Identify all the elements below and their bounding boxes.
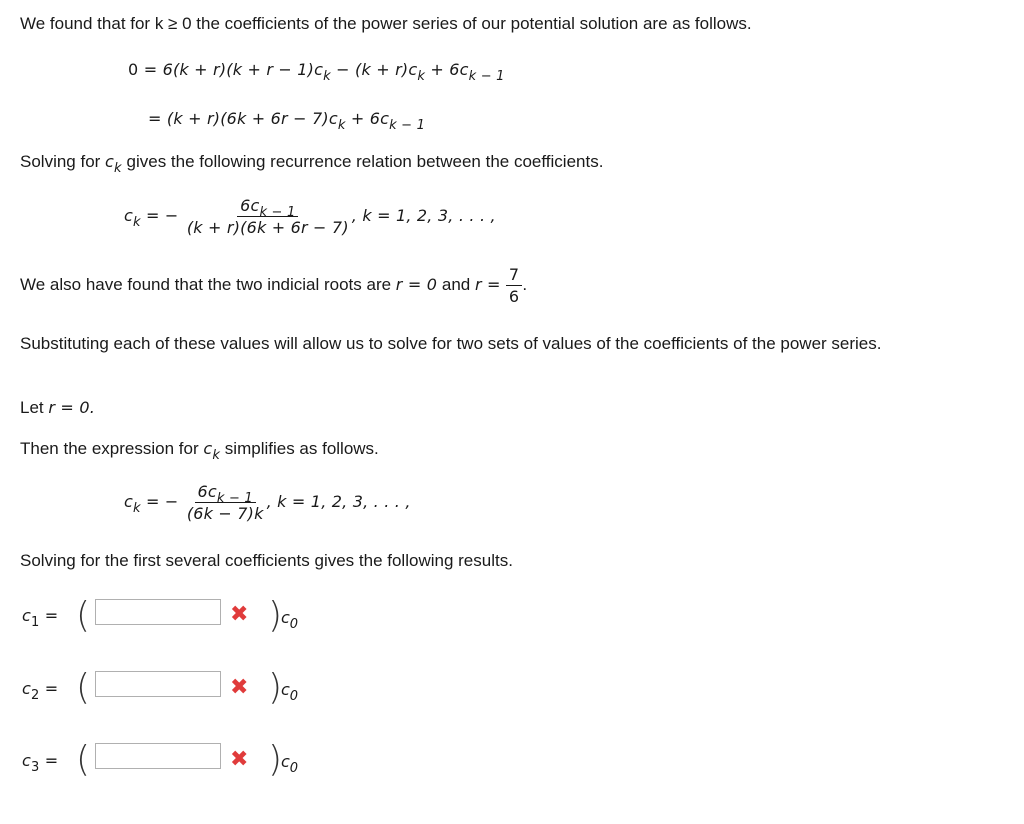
recurrence-relation: $c_k$ = − $\frac{6c_{k - 1}}{(k + r)(6k + 6r - 7)}$ , k = 1, 2, 3, . . . , <box>124 196 496 237</box>
c0-factor: $c_0$ <box>281 752 299 776</box>
roots-text: We also have found that the two indicial roots are r = 0 and r = $\frac{7}{6}$ . <box>20 265 528 306</box>
incorrect-x-icon: ✖ <box>230 601 249 626</box>
let-text: Let r = 0. <box>20 398 95 417</box>
c0-factor: $c_0$ <box>281 608 299 632</box>
simplified-relation: $c_k$ = − $\frac{6c_{k - 1}}{(6k - 7)k}$ , k = 1, 2, 3, . . . , <box>124 482 411 523</box>
open-paren-icon: ( <box>76 739 91 780</box>
intro-text: We found that for k ≥ 0 the coefficients of the power series of our potential solution are as follows. <box>20 14 752 33</box>
incorrect-x-icon: ✖ <box>230 746 249 771</box>
then-text: Then the expression for $c_k$ simplifies as follows. <box>20 439 379 463</box>
open-paren-icon: ( <box>76 667 91 708</box>
c3-answer-input[interactable] <box>95 743 221 769</box>
substituting-text: Substituting each of these values will allow us to solve for two sets of values of the coefficients of the power series. <box>20 334 882 353</box>
equation-1: $0 = 6(k + r)(k + r - 1)c_k - (k + r)c_k + 6c_{k - 1}$ <box>128 60 505 84</box>
open-paren-icon: ( <box>76 595 91 636</box>
first-several-text: Solving for the first several coefficients gives the following results. <box>20 551 513 570</box>
simplified-fraction: $\frac{6c_{k - 1}}{(6k - 7)k}$ <box>186 482 264 523</box>
answer-label-c2: $c_2$ = <box>22 679 59 703</box>
equation-2: = $(k + r)(6k + 6r - 7)c_k + 6c_{k - 1}$ <box>148 109 426 133</box>
incorrect-x-icon: ✖ <box>230 674 249 699</box>
c1-answer-input[interactable] <box>95 599 221 625</box>
close-paren-icon: ) <box>268 739 283 780</box>
c2-answer-input[interactable] <box>95 671 221 697</box>
answer-label-c3: $c_3$ = <box>22 751 59 775</box>
solving-text: Solving for $c_k$ gives the following recurrence relation between the coefficients. <box>20 152 604 176</box>
close-paren-icon: ) <box>268 667 283 708</box>
answer-label-c1: $c_1$ = <box>22 606 59 630</box>
recurrence-fraction: $\frac{6c_{k - 1}}{(k + r)(6k + 6r - 7)}$ <box>186 196 349 237</box>
close-paren-icon: ) <box>268 595 283 636</box>
roots-fraction: $\frac{7}{6}$ <box>506 265 522 306</box>
c0-factor: $c_0$ <box>281 680 299 704</box>
